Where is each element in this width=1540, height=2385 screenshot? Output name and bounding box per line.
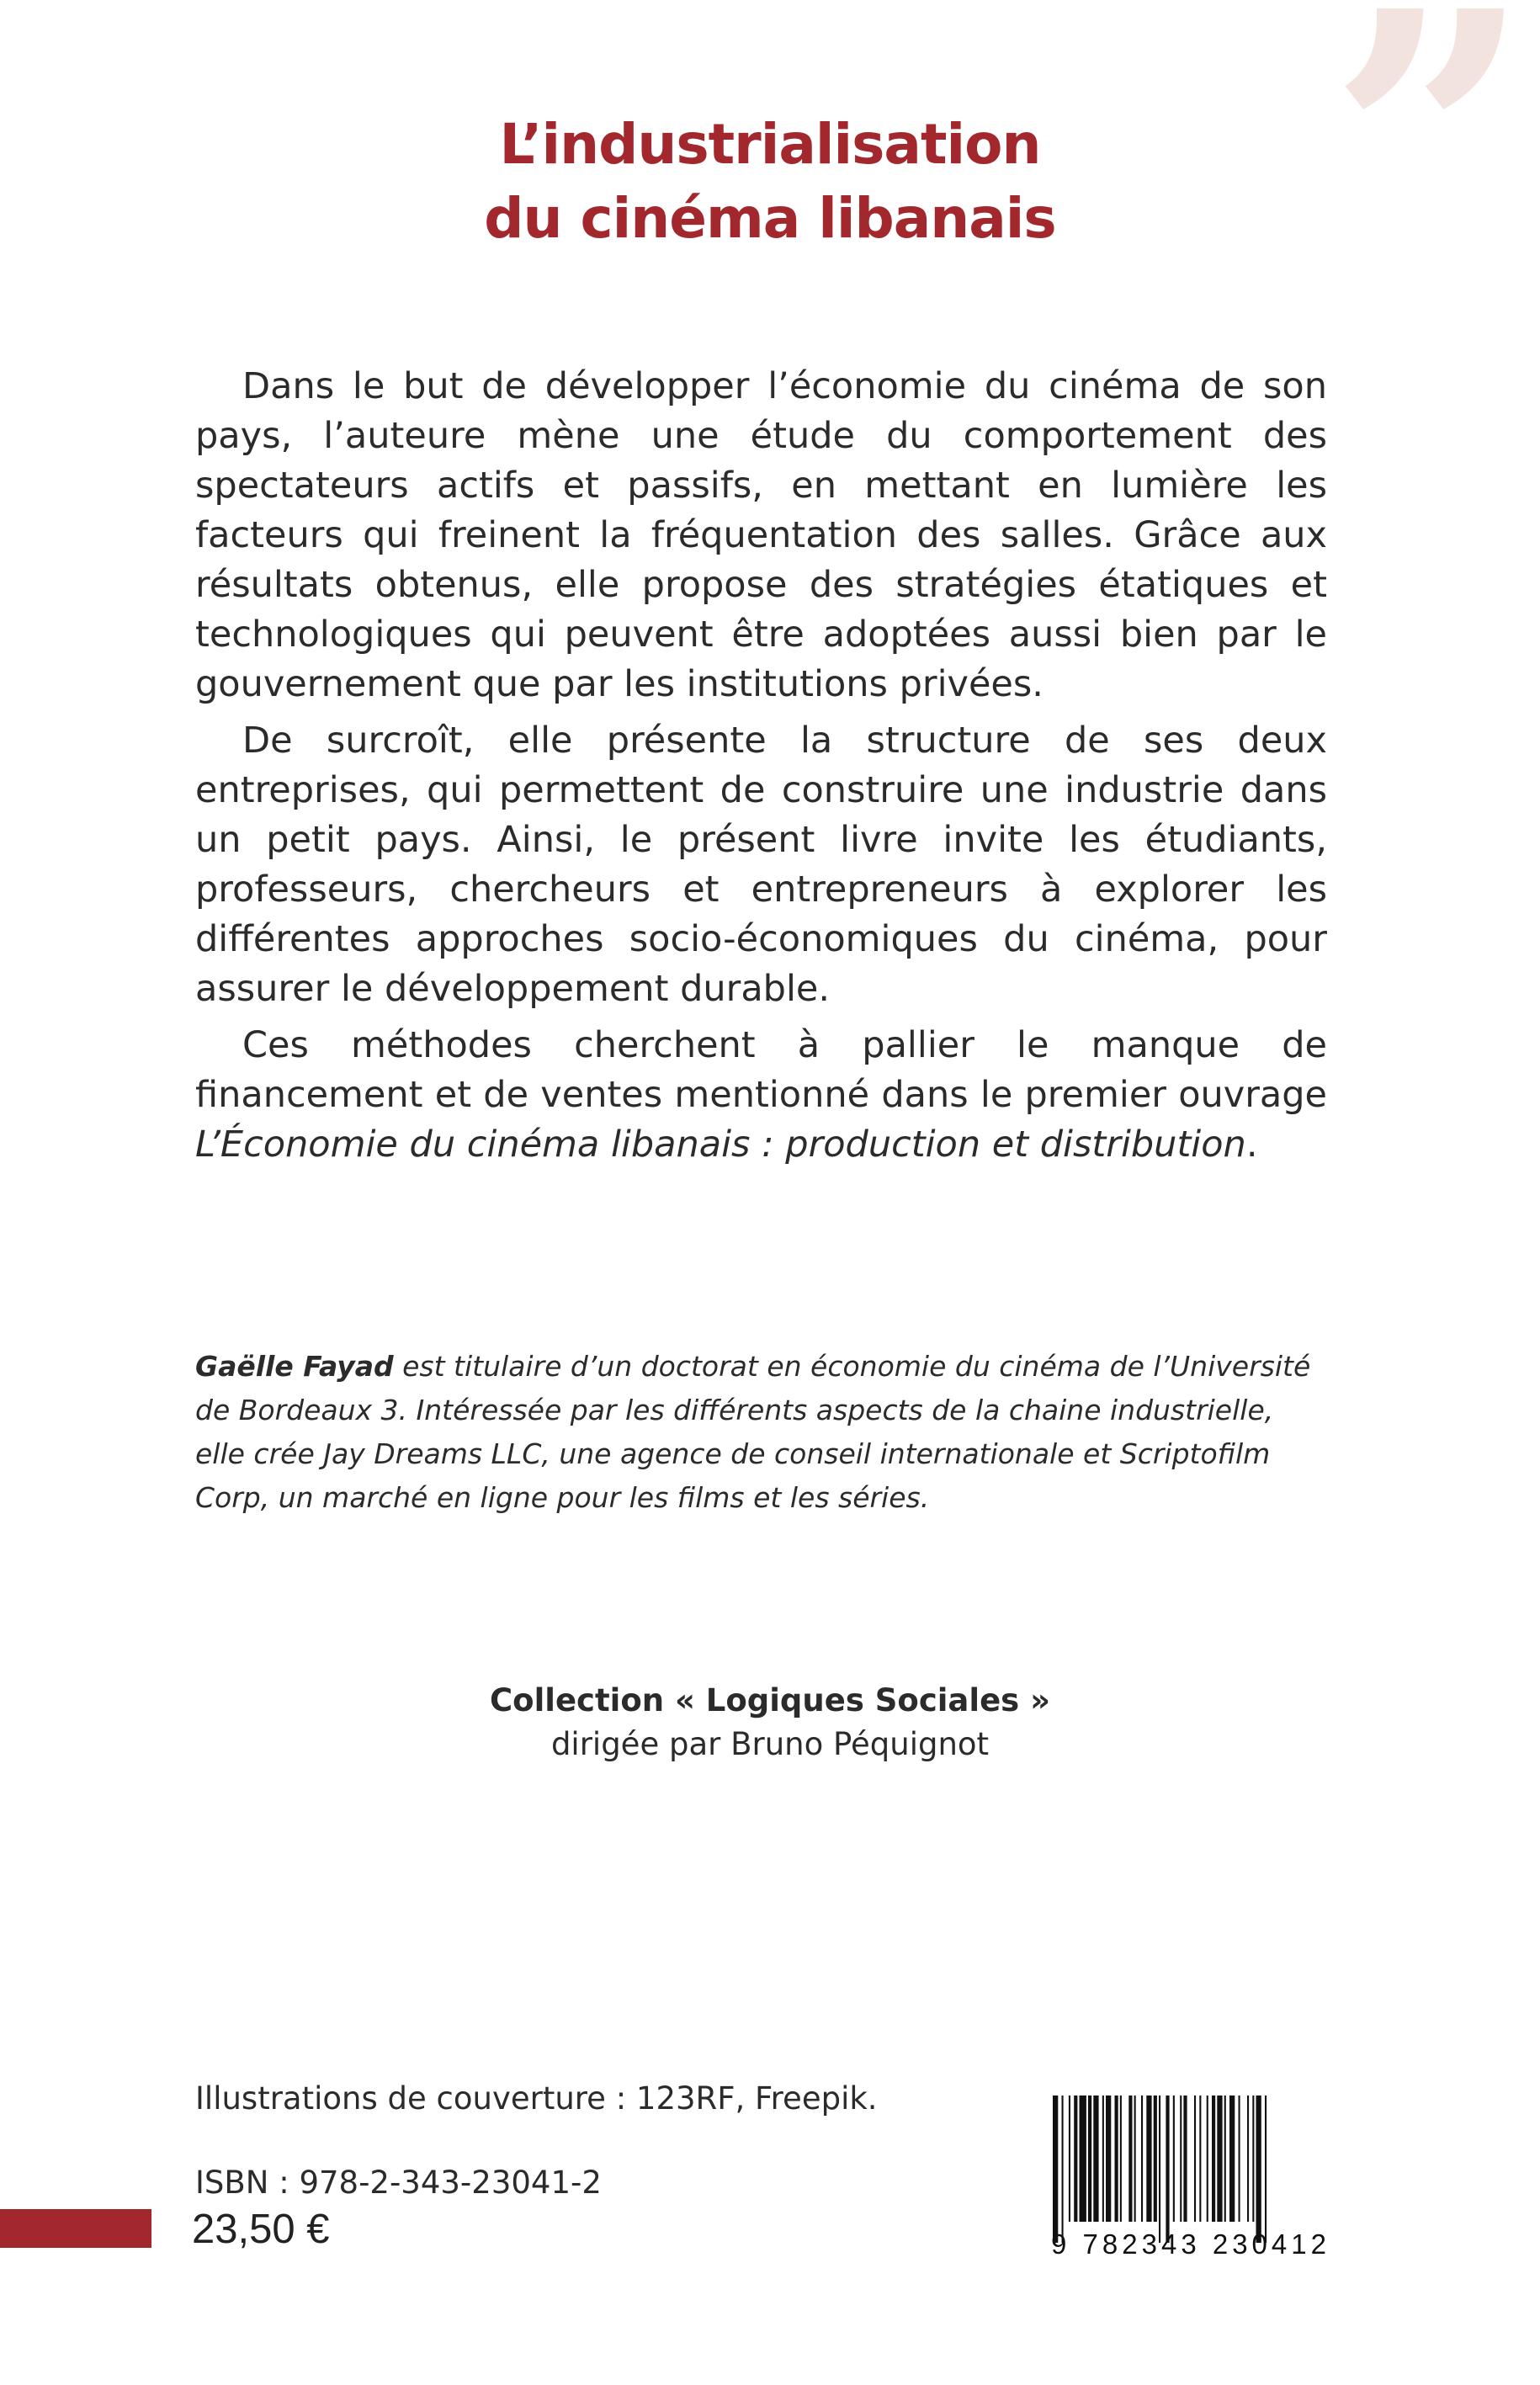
summary-text: [195, 362, 1327, 1170]
barcode-bar: [1080, 2096, 1086, 2222]
summary-paragraph-1: Dans le but de développer l’économie du cinéma de son pays, l’auteure mène une étude du comportement des spectateurs actifs et passifs, en mettant en lumière les facteurs qui freinent la fréquentation des salles. Grâce aux résultats obtenus, elle propose des stratégies étatiques et technologiques qui peuvent être adoptées aussi bien par le gouvernement que par les institutions privées.: [195, 365, 1327, 705]
barcode-bar: [1183, 2096, 1187, 2222]
barcode-bar: [1053, 2096, 1058, 2243]
barcode-bar: [1217, 2096, 1222, 2222]
barcode-bar: [1252, 2096, 1254, 2222]
barcode-bar: [1224, 2096, 1226, 2222]
title-line-2: du cinéma libanais: [484, 186, 1056, 251]
barcode-bar: [1199, 2096, 1201, 2222]
barcode-bar: [1120, 2096, 1122, 2222]
barcode-bar: [1239, 2096, 1240, 2222]
barcode-bar: [1173, 2096, 1175, 2222]
barcode-number: 9 782343 230412: [1051, 2228, 1330, 2260]
barcode-bar: [1102, 2096, 1104, 2222]
barcode-bar: [1115, 2096, 1118, 2222]
barcode-bar: [1074, 2096, 1077, 2222]
summary-p3-book-title: L’Économie du cinéma libanais : production et distribution: [195, 1123, 1246, 1166]
isbn: ISBN : 978-2-343-23041-2: [195, 2165, 602, 2201]
barcode-bar: [1159, 2096, 1160, 2243]
barcode-bar: [1146, 2096, 1151, 2222]
author-name: Gaëlle Fayad: [195, 1350, 394, 1383]
summary-p3-start: Ces méthodes cherchent à pallier le manque de financement et de ventes mentionné dans le premier ouvrage: [195, 1024, 1327, 1116]
title-line-1: L’industrialisation: [499, 112, 1041, 177]
collection-name: Collection « Logiques Sociales »: [490, 1682, 1050, 1718]
barcode-bar: [1229, 2096, 1235, 2222]
barcode-bar: [1106, 2096, 1111, 2222]
barcode-bar: [1207, 2096, 1208, 2222]
summary-paragraph-2: De surcroît, elle présente la structure de ses deux entreprises, qui permettent de construire une industrie dans un petit pays. Ainsi, le présent livre invite les étudiants, professeurs, chercheurs et entrepreneurs à explorer les différentes approches socio-économiques du cinéma, pour assurer le développement durable.: [195, 720, 1327, 1010]
summary-p3-end: .: [1245, 1123, 1258, 1166]
collection-director: dirigée par Bruno Péquignot: [550, 1726, 990, 1762]
barcode-bar: [1088, 2096, 1091, 2222]
summary-paragraph-3: [195, 1021, 1327, 1170]
quote-mark-icon: ”: [1328, 0, 1532, 350]
author-bio-text: est titulaire d’un doctorat en économie du cinéma de l’Université de Bordeaux 3. Intéressée par les différents aspects de la chaine industrielle, elle crée Jay Dreams LLC, une agence de conseil internationale et Scriptofilm Corp, un marché en ligne pour les films et les séries.: [195, 1350, 1311, 1514]
price: 23,50 €: [192, 2207, 330, 2252]
barcode-bar: [1093, 2096, 1098, 2222]
barcode-bar: [1265, 2096, 1267, 2243]
barcode-bar: [1141, 2096, 1143, 2222]
barcode-bar: [1194, 2096, 1196, 2222]
barcode-bar: [1166, 2096, 1169, 2243]
barcode-bar: [1154, 2096, 1157, 2222]
collection-info: [0, 1679, 1540, 1766]
book-title: [0, 108, 1540, 256]
barcode-bar: [1180, 2096, 1182, 2222]
barcode-bar: [1134, 2096, 1136, 2222]
barcode-bar: [1256, 2096, 1261, 2243]
illustration-credits: Illustrations de couverture : 123RF, Freepik.: [195, 2080, 878, 2117]
barcode-bar: [1062, 2096, 1064, 2243]
price-accent-bar: [0, 2209, 151, 2248]
barcode-bar: [1069, 2096, 1070, 2222]
barcode-bar: [1247, 2096, 1249, 2222]
author-bio: [195, 1345, 1327, 1520]
barcode-bar: [1128, 2096, 1132, 2222]
barcode-bar: [1212, 2096, 1215, 2222]
